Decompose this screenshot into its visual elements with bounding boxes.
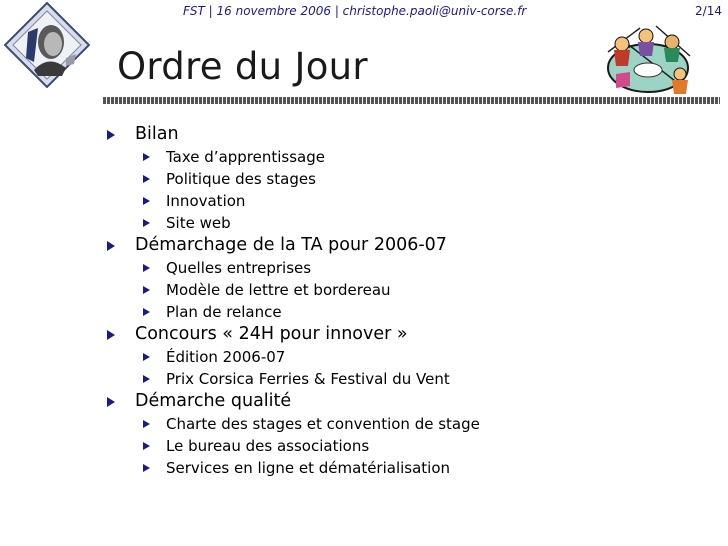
title-divider xyxy=(103,97,720,104)
agenda-subitem xyxy=(0,368,728,390)
agenda-subitem-label: Taxe d’apprentissage xyxy=(166,148,326,166)
agenda-item-label: Démarchage de la TA pour 2006-07 xyxy=(135,235,447,255)
agenda-subitem xyxy=(0,190,728,212)
agenda-item xyxy=(0,123,728,146)
bullet-icon xyxy=(143,375,150,383)
bullet-icon xyxy=(143,153,150,161)
agenda-subitem-label: Le bureau des associations xyxy=(166,437,370,455)
bullet-icon xyxy=(143,308,150,316)
agenda-subitem-label: Quelles entreprises xyxy=(166,259,312,277)
agenda-subitem-label: Prix Corsica Ferries & Festival du Vent xyxy=(166,370,450,388)
portrait-logo-icon xyxy=(4,2,90,88)
agenda-subitem xyxy=(0,168,728,190)
bullet-icon xyxy=(143,175,150,183)
agenda-subitem xyxy=(0,212,728,234)
agenda-subitem-label: Services en ligne et dématérialisation xyxy=(166,459,451,477)
agenda-item xyxy=(0,323,728,346)
agenda-subitem-label: Plan de relance xyxy=(166,303,282,321)
page-number: 2/14 xyxy=(695,4,722,18)
agenda-subitem-label: Modèle de lettre et bordereau xyxy=(166,281,391,299)
agenda-list xyxy=(0,123,728,479)
agenda-subitem xyxy=(0,301,728,323)
bullet-icon xyxy=(143,353,150,361)
bullet-icon xyxy=(143,420,150,428)
agenda-subitem-label: Politique des stages xyxy=(166,170,316,188)
agenda-item xyxy=(0,234,728,257)
bullet-icon xyxy=(107,397,115,407)
agenda-item-label: Concours « 24H pour innover » xyxy=(135,324,408,344)
agenda-subitem-label: Édition 2006-07 xyxy=(166,348,286,366)
agenda-subitem xyxy=(0,435,728,457)
agenda-subitem xyxy=(0,346,728,368)
agenda-subitem-label: Site web xyxy=(166,214,231,232)
agenda-item xyxy=(0,390,728,413)
agenda-subitem xyxy=(0,413,728,435)
bullet-icon xyxy=(107,130,115,140)
bullet-icon xyxy=(143,286,150,294)
bullet-icon xyxy=(143,264,150,272)
header-info: FST | 16 novembre 2006 | christophe.paoli@univ-corse.fr xyxy=(183,4,527,18)
agenda-subitem xyxy=(0,279,728,301)
agenda-subitem xyxy=(0,257,728,279)
bullet-icon xyxy=(143,442,150,450)
agenda-subitem xyxy=(0,457,728,479)
bullet-icon xyxy=(107,241,115,251)
bullet-icon xyxy=(107,330,115,340)
bullet-icon xyxy=(143,219,150,227)
agenda-item-label: Bilan xyxy=(135,124,179,144)
agenda-item-label: Démarche qualité xyxy=(135,391,292,411)
meeting-clipart-icon xyxy=(600,22,696,98)
agenda-subitem-label: Innovation xyxy=(166,192,246,210)
slide-title: Ordre du Jour xyxy=(117,45,368,88)
agenda-subitem xyxy=(0,146,728,168)
bullet-icon xyxy=(143,197,150,205)
bullet-icon xyxy=(143,464,150,472)
agenda-subitem-label: Charte des stages et convention de stage xyxy=(166,415,480,433)
